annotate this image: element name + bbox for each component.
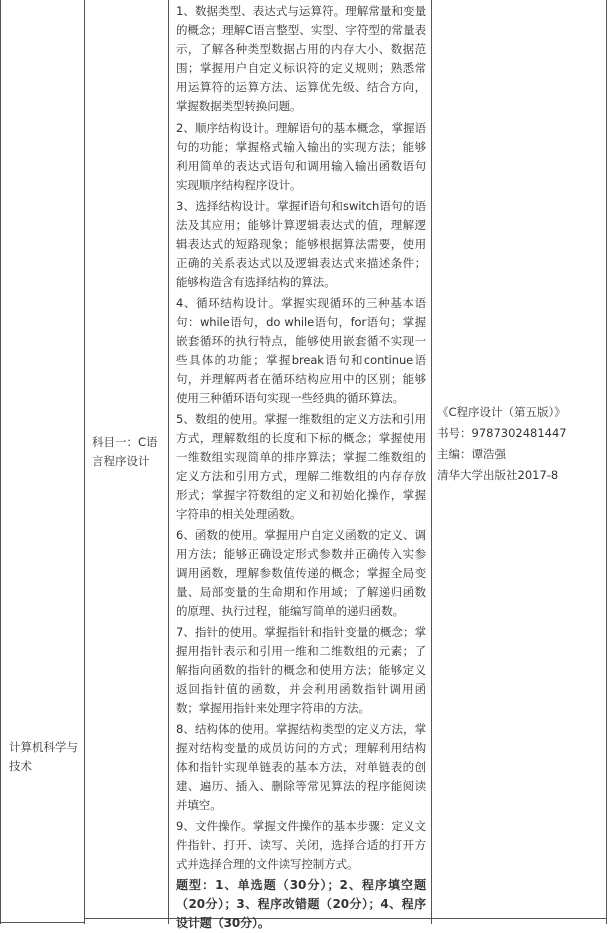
syllabus-content (176, 0, 426, 933)
syllabus-item-2: 2、顺序结构设计。理解语句的基本概念，掌握语句的功能；掌握格式输入输出的实现方法；能够利用简单的表达式语句和调用输入输出函数语句实现顺序结构程序设计。 (176, 121, 426, 192)
syllabus-item-3: 3、选择结构设计。掌握if语句和switch语句的语法及其应用；能够计算逻辑表达式的值，理解逻辑表达式的短路现象；能够根据算法需要，使用正确的关系表达式以及逻辑表达式来描述条件；能够构造含有选择结构的算法。 (176, 199, 426, 289)
category-cell: 计算机科学与技术 (9, 740, 78, 773)
syllabus-item-4: 4、循环结构设计。掌握实现循环的三种基本语句：while语句，do while语句，for语句；掌握嵌套循环的执行特点，能够使用嵌套循不实现一些具体的功能；掌握break语句和continue语句，并理解两者在循环结构应用中的区别；能够使用三种循环语句实现一些经典的循环算法。 (176, 296, 426, 405)
column-divider-3 (431, 0, 432, 924)
syllabus-item-7: 7、指针的使用。掌握指针和指针变量的概念；掌握用指针表示和引用一维和二维数组的元素；了解指向函数的指针的概念和使用方法；能够定义返回指针值的函数，并会利用函数指针调用函数；掌握用指针来处理字符串的方法。 (176, 625, 426, 715)
syllabus-item-9: 9、文件操作。掌握文件操作的基本步骤：定义文件指针、打开、读写、关闭，选择合适的打开方式并选择合理的文件读写控制方式。 (176, 819, 426, 871)
subject-cell: 科目一：C语言程序设计 (92, 435, 158, 468)
column-divider-2 (168, 0, 169, 924)
textbook-cell (437, 402, 607, 486)
table-border-left (0, 0, 1, 924)
syllabus-item-1: 1、数据类型、表达式与运算符。理解常量和变量的概念；理解C语言整型、实型、字符型的常量表示，了解各种类型数据占用的内存大小、数据范围；掌握用户自定义标识符的定义规则；熟悉常用运算符的运算方法、运算优先级、结合方向，掌握数据类型转换问题。 (176, 4, 426, 113)
exam-types: 题型：1、单选题（30分）；2、程序填空题（20分）；3、程序改错题（20分）；4、程序设计题（30分）。 (176, 878, 426, 930)
column-divider-1 (84, 0, 85, 924)
textbook-title: 《C程序设计（第五版）》 (437, 405, 566, 419)
syllabus-item-8: 8、结构体的使用。掌握结构类型的定义方法，掌握对结构变量的成员访问的方式；理解利用结构体和指针实现单链表的基本方法，对单链表的创建、遍历、插入、删除等常见算法的程序能阅读并填空。 (176, 722, 426, 812)
row-divider-bottom-left (0, 922, 84, 923)
textbook-publisher: 清华大学出版社2017-8 (437, 468, 559, 482)
syllabus-item-5: 5、数组的使用。掌握一维数组的定义方法和引用方式，理解数组的长度和下标的概念；掌握使用一维数组实现简单的排序算法；掌握二维数组的定义方法和引用方式，理解二维数组的内存存放形式；掌握字符数组的定义和初始化操作，掌握字符串的相关处理函数。 (176, 412, 426, 521)
textbook-isbn: 书号：9787302481447 (437, 426, 567, 440)
syllabus-item-6: 6、函数的使用。掌握用户自定义函数的定义、调用方法；能够正确设定形式参数并正确传入实参调用函数，理解参数值传递的概念；掌握全局变量、局部变量的生命期和作用域；了解递归函数的原理、执行过程，能编写简单的递归函数。 (176, 528, 426, 618)
textbook-editor: 主编：谭浩强 (437, 447, 506, 461)
